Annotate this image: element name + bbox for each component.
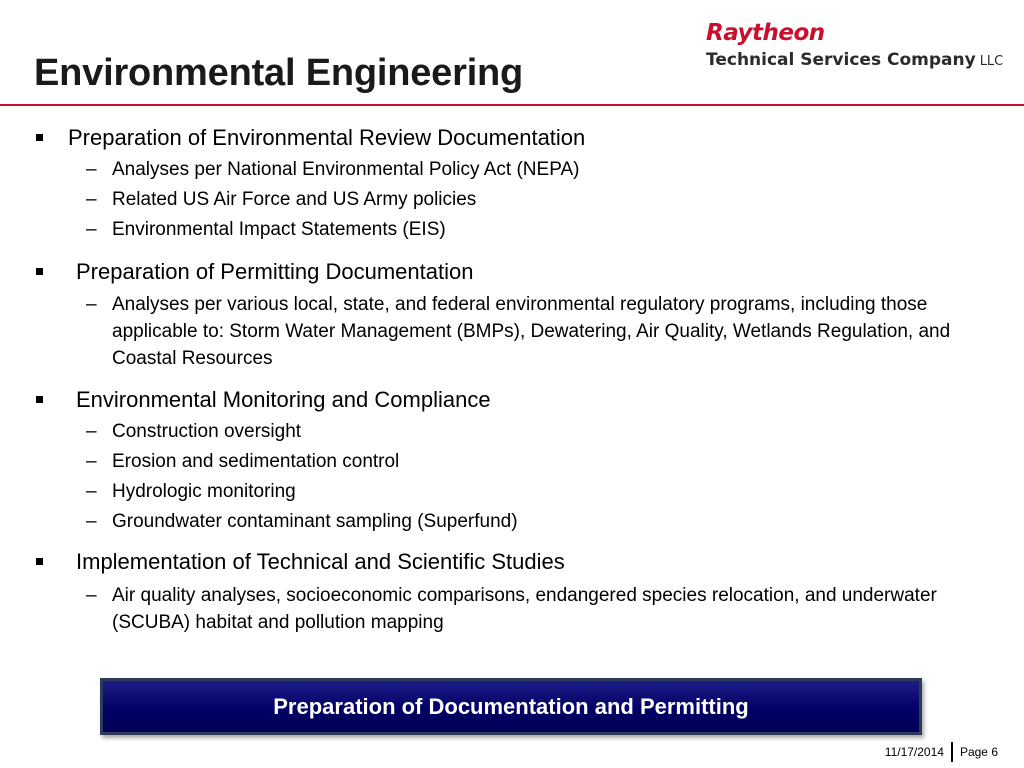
banner-text: Preparation of Documentation and Permitting xyxy=(273,693,749,719)
sub-bullet-text: Related US Air Force and US Army policies xyxy=(112,189,477,210)
slide-title: Environmental Engineering xyxy=(34,52,524,94)
bullet-heading: Preparation of Environmental Review Documentation xyxy=(68,125,586,150)
bullet-heading: Environmental Monitoring and Compliance xyxy=(76,387,491,412)
sub-bullet-list xyxy=(86,291,956,376)
sub-bullet-text: Construction oversight xyxy=(112,421,302,442)
dash-bullet-icon: – xyxy=(86,451,97,472)
sub-bullet-item xyxy=(86,582,986,636)
logo-company-text: Technical Services Company xyxy=(706,50,976,70)
sub-bullet-text: Erosion and sedimentation control xyxy=(112,451,400,472)
bullet-heading: Preparation of Permitting Documentation xyxy=(76,259,474,284)
sub-bullet-list xyxy=(86,419,966,539)
sub-bullet-item xyxy=(86,449,966,476)
sub-bullet-item xyxy=(86,187,966,214)
dash-bullet-icon: – xyxy=(86,511,97,532)
dash-bullet-icon: – xyxy=(86,189,97,210)
dash-bullet-icon: – xyxy=(86,159,97,180)
logo-company-name xyxy=(706,47,1003,75)
square-bullet-icon xyxy=(36,134,43,141)
title-divider xyxy=(0,104,1024,106)
sub-bullet-text: Groundwater contaminant sampling (Superfund) xyxy=(112,511,518,532)
sub-bullet-list xyxy=(86,582,986,640)
sub-bullet-text: Hydrologic monitoring xyxy=(112,481,296,502)
dash-bullet-icon: – xyxy=(86,585,97,606)
dash-bullet-icon: – xyxy=(86,294,97,315)
raytheon-logo xyxy=(706,20,1003,75)
logo-llc-suffix: LLC xyxy=(979,54,1004,69)
sub-bullet-text: Environmental Impact Statements (EIS) xyxy=(112,219,446,240)
square-bullet-icon xyxy=(36,268,43,275)
square-bullet-icon xyxy=(36,558,43,565)
sub-bullet-text: Analyses per National Environmental Policy Act (NEPA) xyxy=(112,159,580,180)
dash-bullet-icon: – xyxy=(86,481,97,502)
sub-bullet-item xyxy=(86,479,966,506)
bullet-heading: Implementation of Technical and Scientific Studies xyxy=(76,549,565,574)
sub-bullet-list xyxy=(86,157,966,247)
sub-bullet-item xyxy=(86,509,966,536)
sub-bullet-text: Analyses per various local, state, and federal environmental regulatory programs, including those applicable to: Storm Water Management (BMPs), Dewatering, Air Quality, Wetlands Regulation, and Coastal Resources xyxy=(112,294,951,369)
summary-banner xyxy=(100,678,922,735)
sub-bullet-item xyxy=(86,419,966,446)
page-number: Page 6 xyxy=(959,745,998,759)
footer-date: 11/17/2014 xyxy=(884,745,944,759)
dash-bullet-icon: – xyxy=(86,421,97,442)
sub-bullet-item xyxy=(86,157,966,184)
slide-footer xyxy=(885,742,998,762)
logo-brand-wordmark: Raytheon xyxy=(706,20,825,46)
footer-divider xyxy=(951,742,953,762)
square-bullet-icon xyxy=(36,396,43,403)
sub-bullet-text: Air quality analyses, socioeconomic comparisons, endangered species relocation, and underwater (SCUBA) habitat and pollution mapping xyxy=(112,585,937,633)
sub-bullet-item xyxy=(86,291,956,372)
dash-bullet-icon: – xyxy=(86,219,97,240)
sub-bullet-item xyxy=(86,217,966,244)
